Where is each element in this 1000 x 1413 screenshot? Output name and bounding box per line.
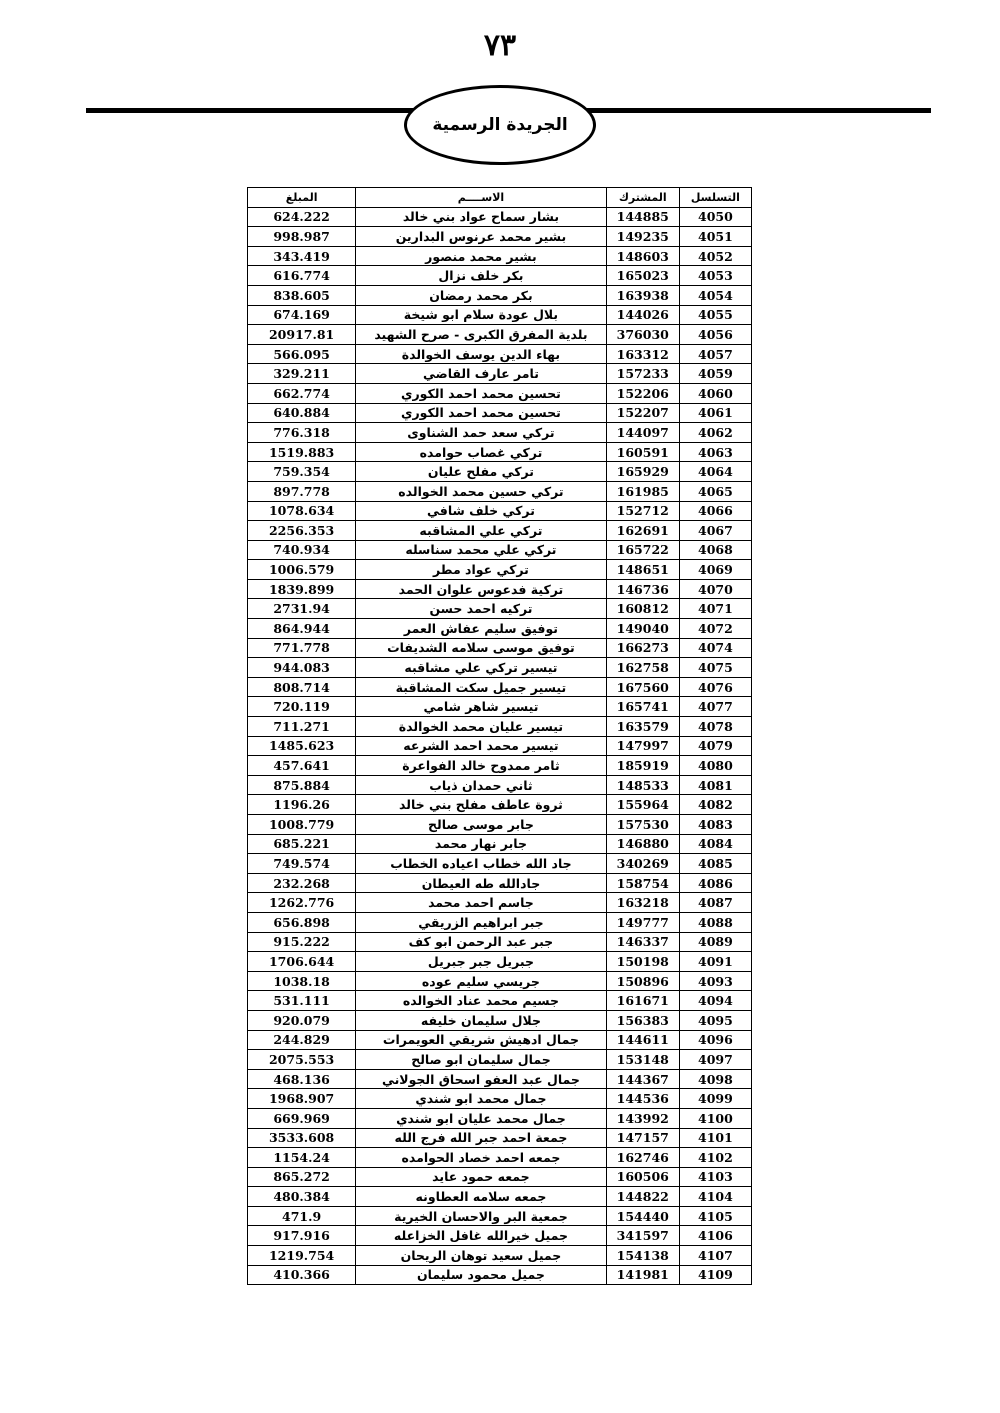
cell-name: بشير محمد عرنوس البدارين xyxy=(356,227,606,247)
cell-subscriber: 161985 xyxy=(606,481,679,501)
cell-name: جمال سليمان ابو صالح xyxy=(356,1050,606,1070)
cell-subscriber: 147997 xyxy=(606,736,679,756)
cell-name: تحسين محمد احمد الكوري xyxy=(356,403,606,423)
table-row xyxy=(248,952,752,972)
cell-serial: 4055 xyxy=(679,305,751,325)
cell-name: بهاء الدين يوسف الخوالدة xyxy=(356,344,606,364)
cell-name: بلدية المفرق الكبرى - صرح الشهيد xyxy=(356,325,606,345)
table-row xyxy=(248,1050,752,1070)
table-row xyxy=(248,912,752,932)
cell-amount: 662.774 xyxy=(248,383,356,403)
table-row xyxy=(248,1108,752,1128)
cell-name: جبر عبد الرحمن ابو كف xyxy=(356,932,606,952)
cell-serial: 4083 xyxy=(679,815,751,835)
cell-amount: 3533.608 xyxy=(248,1128,356,1148)
cell-amount: 998.987 xyxy=(248,227,356,247)
cell-serial: 4106 xyxy=(679,1226,751,1246)
cell-serial: 4074 xyxy=(679,638,751,658)
cell-serial: 4056 xyxy=(679,325,751,345)
cell-subscriber: 149777 xyxy=(606,912,679,932)
cell-serial: 4065 xyxy=(679,481,751,501)
cell-name: جبريل جبر جبريل xyxy=(356,952,606,972)
table-row xyxy=(248,1187,752,1207)
cell-subscriber: 144097 xyxy=(606,423,679,443)
cell-amount: 720.119 xyxy=(248,697,356,717)
cell-name: بشير محمد منصور xyxy=(356,246,606,266)
cell-serial: 4076 xyxy=(679,677,751,697)
table-row xyxy=(248,775,752,795)
cell-subscriber: 146880 xyxy=(606,834,679,854)
cell-subscriber: 146736 xyxy=(606,579,679,599)
table-row xyxy=(248,834,752,854)
cell-name: جادالله طه العيطان xyxy=(356,873,606,893)
cell-serial: 4060 xyxy=(679,383,751,403)
cell-serial: 4063 xyxy=(679,442,751,462)
cell-serial: 4077 xyxy=(679,697,751,717)
table-row xyxy=(248,1010,752,1030)
table-row xyxy=(248,325,752,345)
table-row xyxy=(248,1128,752,1148)
cell-serial: 4094 xyxy=(679,991,751,1011)
table-row xyxy=(248,560,752,580)
table-row xyxy=(248,1206,752,1226)
cell-name: جمعة احمد جبر الله فرج الله xyxy=(356,1128,606,1148)
cell-amount: 480.384 xyxy=(248,1187,356,1207)
cell-amount: 1196.26 xyxy=(248,795,356,815)
table-row xyxy=(248,1246,752,1266)
cell-subscriber: 341597 xyxy=(606,1226,679,1246)
cell-subscriber: 157233 xyxy=(606,364,679,384)
cell-name: توفيق موسى سلامه الشديفات xyxy=(356,638,606,658)
column-header-amount: المبلغ xyxy=(248,188,356,208)
cell-name: تركي حسين محمد الخوالده xyxy=(356,481,606,501)
cell-serial: 4102 xyxy=(679,1148,751,1168)
cell-serial: 4078 xyxy=(679,717,751,737)
cell-subscriber: 148533 xyxy=(606,775,679,795)
cell-amount: 2075.553 xyxy=(248,1050,356,1070)
cell-amount: 616.774 xyxy=(248,266,356,286)
cell-name: تامر عارف القاضي xyxy=(356,364,606,384)
cell-serial: 4072 xyxy=(679,619,751,639)
table-row xyxy=(248,1226,752,1246)
table-body xyxy=(248,207,752,1285)
cell-subscriber: 144026 xyxy=(606,305,679,325)
cell-name: جمعه حمود عايد xyxy=(356,1167,606,1187)
table-row xyxy=(248,677,752,697)
table-row xyxy=(248,1030,752,1050)
cell-name: جمعه احمد خصاد الحوامده xyxy=(356,1148,606,1168)
cell-subscriber: 149235 xyxy=(606,227,679,247)
cell-amount: 669.969 xyxy=(248,1108,356,1128)
cell-serial: 4075 xyxy=(679,658,751,678)
cell-serial: 4098 xyxy=(679,1069,751,1089)
cell-serial: 4080 xyxy=(679,756,751,776)
cell-serial: 4057 xyxy=(679,344,751,364)
cell-serial: 4097 xyxy=(679,1050,751,1070)
cell-name: تيسير شاهر شامي xyxy=(356,697,606,717)
cell-subscriber: 165929 xyxy=(606,462,679,482)
cell-name: تركي خلف شافي xyxy=(356,501,606,521)
cell-amount: 566.095 xyxy=(248,344,356,364)
cell-subscriber: 144822 xyxy=(606,1187,679,1207)
cell-name: تيسير محمد احمد الشرعه xyxy=(356,736,606,756)
cell-subscriber: 154440 xyxy=(606,1206,679,1226)
table-row xyxy=(248,423,752,443)
cell-amount: 711.271 xyxy=(248,717,356,737)
cell-subscriber: 144536 xyxy=(606,1089,679,1109)
cell-name: جاد الله خطاب اعياده الخطاب xyxy=(356,854,606,874)
cell-serial: 4088 xyxy=(679,912,751,932)
cell-name: بكر محمد رمضان xyxy=(356,285,606,305)
cell-amount: 244.829 xyxy=(248,1030,356,1050)
cell-serial: 4091 xyxy=(679,952,751,972)
column-header-subscriber: المشترك xyxy=(606,188,679,208)
cell-name: جابر موسى صالح xyxy=(356,815,606,835)
table-row xyxy=(248,579,752,599)
cell-subscriber: 160506 xyxy=(606,1167,679,1187)
cell-subscriber: 148603 xyxy=(606,246,679,266)
cell-amount: 759.354 xyxy=(248,462,356,482)
cell-amount: 1706.644 xyxy=(248,952,356,972)
publication-title: الجريدة الرسمية xyxy=(432,115,568,135)
cell-name: تركيه احمد حسن xyxy=(356,599,606,619)
cell-serial: 4066 xyxy=(679,501,751,521)
table-row xyxy=(248,638,752,658)
table-row xyxy=(248,266,752,286)
cell-subscriber: 144367 xyxy=(606,1069,679,1089)
cell-name: تركي سعد حمد الشناوى xyxy=(356,423,606,443)
cell-amount: 1968.907 xyxy=(248,1089,356,1109)
column-header-serial: التسلسل xyxy=(679,188,751,208)
cell-serial: 4071 xyxy=(679,599,751,619)
cell-name: تركي علي محمد سناسله xyxy=(356,540,606,560)
cell-amount: 343.419 xyxy=(248,246,356,266)
table-row xyxy=(248,932,752,952)
cell-name: تيسير تركي علي مشاقبه xyxy=(356,658,606,678)
cell-subscriber: 162746 xyxy=(606,1148,679,1168)
cell-serial: 4064 xyxy=(679,462,751,482)
cell-amount: 749.574 xyxy=(248,854,356,874)
cell-subscriber: 150198 xyxy=(606,952,679,972)
cell-amount: 1078.634 xyxy=(248,501,356,521)
cell-amount: 2731.94 xyxy=(248,599,356,619)
table-row xyxy=(248,756,752,776)
cell-subscriber: 147157 xyxy=(606,1128,679,1148)
table-row xyxy=(248,815,752,835)
table-row xyxy=(248,1089,752,1109)
cell-subscriber: 152712 xyxy=(606,501,679,521)
cell-subscriber: 141981 xyxy=(606,1265,679,1285)
table-row xyxy=(248,1148,752,1168)
cell-name: جمعه سلامه العطاونه xyxy=(356,1187,606,1207)
cell-name: جابر نهار محمد xyxy=(356,834,606,854)
column-header-name: الاســــم xyxy=(356,188,606,208)
cell-name: توفيق سليم عفاش العمر xyxy=(356,619,606,639)
cell-serial: 4061 xyxy=(679,403,751,423)
cell-name: جمال محمد عليان ابو شندي xyxy=(356,1108,606,1128)
table-row xyxy=(248,285,752,305)
cell-serial: 4062 xyxy=(679,423,751,443)
cell-subscriber: 162758 xyxy=(606,658,679,678)
cell-subscriber: 150896 xyxy=(606,971,679,991)
cell-serial: 4096 xyxy=(679,1030,751,1050)
cell-serial: 4070 xyxy=(679,579,751,599)
cell-amount: 640.884 xyxy=(248,403,356,423)
table-row xyxy=(248,795,752,815)
cell-name: تركي غصاب حوامده xyxy=(356,442,606,462)
cell-name: ثروة عاطف مفلح بني خالد xyxy=(356,795,606,815)
cell-serial: 4109 xyxy=(679,1265,751,1285)
cell-subscriber: 144885 xyxy=(606,207,679,227)
cell-subscriber: 143992 xyxy=(606,1108,679,1128)
cell-name: تركي علي المشاقبه xyxy=(356,521,606,541)
table-row xyxy=(248,854,752,874)
cell-subscriber: 162691 xyxy=(606,521,679,541)
masthead-ellipse xyxy=(404,85,596,165)
table-row xyxy=(248,1069,752,1089)
cell-subscriber: 152206 xyxy=(606,383,679,403)
cell-name: بكر خلف نزال xyxy=(356,266,606,286)
cell-amount: 915.222 xyxy=(248,932,356,952)
cell-name: جمال محمد ابو شندي xyxy=(356,1089,606,1109)
cell-subscriber: 149040 xyxy=(606,619,679,639)
table-row xyxy=(248,501,752,521)
cell-serial: 4100 xyxy=(679,1108,751,1128)
cell-serial: 4084 xyxy=(679,834,751,854)
cell-subscriber: 160591 xyxy=(606,442,679,462)
cell-serial: 4050 xyxy=(679,207,751,227)
cell-name: جلال سليمان خليفه xyxy=(356,1010,606,1030)
cell-amount: 865.272 xyxy=(248,1167,356,1187)
cell-name: تيسير عليان محمد الخوالدة xyxy=(356,717,606,737)
cell-serial: 4054 xyxy=(679,285,751,305)
table-row xyxy=(248,207,752,227)
cell-amount: 624.222 xyxy=(248,207,356,227)
cell-serial: 4089 xyxy=(679,932,751,952)
cell-serial: 4093 xyxy=(679,971,751,991)
cell-subscriber: 152207 xyxy=(606,403,679,423)
cell-amount: 1219.754 xyxy=(248,1246,356,1266)
cell-amount: 2256.353 xyxy=(248,521,356,541)
table-row xyxy=(248,305,752,325)
cell-amount: 838.605 xyxy=(248,285,356,305)
cell-amount: 685.221 xyxy=(248,834,356,854)
cell-name: بشار سماح عواد بني خالد xyxy=(356,207,606,227)
cell-name: تركي عواد مطر xyxy=(356,560,606,580)
cell-subscriber: 340269 xyxy=(606,854,679,874)
cell-serial: 4104 xyxy=(679,1187,751,1207)
cell-name: جميل خيرالله غافل الخزاعله xyxy=(356,1226,606,1246)
cell-name: جسيم محمد عناد الخوالده xyxy=(356,991,606,1011)
cell-amount: 740.934 xyxy=(248,540,356,560)
cell-name: جميل محمود سليمان xyxy=(356,1265,606,1285)
cell-amount: 771.778 xyxy=(248,638,356,658)
cell-serial: 4059 xyxy=(679,364,751,384)
table-row xyxy=(248,540,752,560)
table-row xyxy=(248,873,752,893)
cell-serial: 4105 xyxy=(679,1206,751,1226)
cell-serial: 4051 xyxy=(679,227,751,247)
cell-amount: 1006.579 xyxy=(248,560,356,580)
cell-serial: 4099 xyxy=(679,1089,751,1109)
table-row xyxy=(248,736,752,756)
cell-subscriber: 185919 xyxy=(606,756,679,776)
cell-subscriber: 144611 xyxy=(606,1030,679,1050)
cell-name: تركية فدعوس علوان الحمد xyxy=(356,579,606,599)
table-row xyxy=(248,227,752,247)
cell-name: تيسير جميل سكت المشاقبة xyxy=(356,677,606,697)
cell-subscriber: 146337 xyxy=(606,932,679,952)
page-number: ٧٣ xyxy=(483,28,517,63)
table-row xyxy=(248,893,752,913)
table-row xyxy=(248,1167,752,1187)
cell-subscriber: 376030 xyxy=(606,325,679,345)
cell-amount: 410.366 xyxy=(248,1265,356,1285)
cell-amount: 1262.776 xyxy=(248,893,356,913)
cell-serial: 4082 xyxy=(679,795,751,815)
cell-amount: 1038.18 xyxy=(248,971,356,991)
cell-subscriber: 148651 xyxy=(606,560,679,580)
cell-serial: 4085 xyxy=(679,854,751,874)
cell-amount: 20917.81 xyxy=(248,325,356,345)
cell-name: جمعية البر والاحسان الخيرية xyxy=(356,1206,606,1226)
cell-amount: 875.884 xyxy=(248,775,356,795)
cell-amount: 920.079 xyxy=(248,1010,356,1030)
cell-amount: 917.916 xyxy=(248,1226,356,1246)
table-row xyxy=(248,599,752,619)
table-row xyxy=(248,1265,752,1285)
cell-name: جريسي سليم عوده xyxy=(356,971,606,991)
cell-subscriber: 163938 xyxy=(606,285,679,305)
cell-amount: 808.714 xyxy=(248,677,356,697)
cell-subscriber: 153148 xyxy=(606,1050,679,1070)
cell-amount: 656.898 xyxy=(248,912,356,932)
table-row xyxy=(248,364,752,384)
cell-amount: 232.268 xyxy=(248,873,356,893)
cell-amount: 457.641 xyxy=(248,756,356,776)
cell-subscriber: 163312 xyxy=(606,344,679,364)
cell-name: جمال عبد العفو اسحاق الجولاني xyxy=(356,1069,606,1089)
cell-serial: 4107 xyxy=(679,1246,751,1266)
table-row xyxy=(248,442,752,462)
table-row xyxy=(248,991,752,1011)
cell-name: جاسم احمد محمد xyxy=(356,893,606,913)
table-row xyxy=(248,697,752,717)
cell-amount: 531.111 xyxy=(248,991,356,1011)
cell-serial: 4101 xyxy=(679,1128,751,1148)
table-row xyxy=(248,717,752,737)
cell-subscriber: 161671 xyxy=(606,991,679,1011)
cell-amount: 471.9 xyxy=(248,1206,356,1226)
cell-amount: 864.944 xyxy=(248,619,356,639)
cell-subscriber: 156383 xyxy=(606,1010,679,1030)
cell-serial: 4069 xyxy=(679,560,751,580)
table-row xyxy=(248,246,752,266)
cell-name: تحسين محمد احمد الكوري xyxy=(356,383,606,403)
cell-amount: 944.083 xyxy=(248,658,356,678)
cell-amount: 329.211 xyxy=(248,364,356,384)
cell-subscriber: 163218 xyxy=(606,893,679,913)
cell-amount: 1008.779 xyxy=(248,815,356,835)
cell-subscriber: 167560 xyxy=(606,677,679,697)
table-row xyxy=(248,344,752,364)
cell-subscriber: 158754 xyxy=(606,873,679,893)
table-row xyxy=(248,462,752,482)
table-row xyxy=(248,619,752,639)
table-row xyxy=(248,971,752,991)
table-row xyxy=(248,403,752,423)
subscribers-table xyxy=(247,187,752,1285)
cell-serial: 4103 xyxy=(679,1167,751,1187)
table-row xyxy=(248,383,752,403)
cell-serial: 4068 xyxy=(679,540,751,560)
cell-name: جمال ادهيش شريقي العويمرات xyxy=(356,1030,606,1050)
cell-subscriber: 165722 xyxy=(606,540,679,560)
table-header-row xyxy=(248,188,752,208)
cell-serial: 4053 xyxy=(679,266,751,286)
cell-subscriber: 154138 xyxy=(606,1246,679,1266)
cell-amount: 1154.24 xyxy=(248,1148,356,1168)
cell-subscriber: 163579 xyxy=(606,717,679,737)
cell-name: جبر ابراهيم الزريقي xyxy=(356,912,606,932)
cell-subscriber: 157530 xyxy=(606,815,679,835)
cell-name: بلال عودة سلام ابو شيخة xyxy=(356,305,606,325)
cell-serial: 4095 xyxy=(679,1010,751,1030)
cell-serial: 4052 xyxy=(679,246,751,266)
cell-serial: 4079 xyxy=(679,736,751,756)
cell-amount: 1519.883 xyxy=(248,442,356,462)
cell-subscriber: 165023 xyxy=(606,266,679,286)
table-row xyxy=(248,481,752,501)
cell-name: ثاني حمدان ذياب xyxy=(356,775,606,795)
cell-amount: 674.169 xyxy=(248,305,356,325)
cell-name: جميل سعيد توهان الريحان xyxy=(356,1246,606,1266)
cell-subscriber: 155964 xyxy=(606,795,679,815)
cell-subscriber: 166273 xyxy=(606,638,679,658)
cell-serial: 4081 xyxy=(679,775,751,795)
cell-serial: 4087 xyxy=(679,893,751,913)
cell-serial: 4067 xyxy=(679,521,751,541)
cell-serial: 4086 xyxy=(679,873,751,893)
cell-amount: 1839.899 xyxy=(248,579,356,599)
cell-name: ثامر ممدوح خالد الفواعرة xyxy=(356,756,606,776)
cell-amount: 468.136 xyxy=(248,1069,356,1089)
cell-amount: 1485.623 xyxy=(248,736,356,756)
cell-subscriber: 165741 xyxy=(606,697,679,717)
cell-amount: 897.778 xyxy=(248,481,356,501)
table-row xyxy=(248,521,752,541)
table-row xyxy=(248,658,752,678)
cell-name: تركي مفلح عليان xyxy=(356,462,606,482)
cell-subscriber: 160812 xyxy=(606,599,679,619)
cell-amount: 776.318 xyxy=(248,423,356,443)
